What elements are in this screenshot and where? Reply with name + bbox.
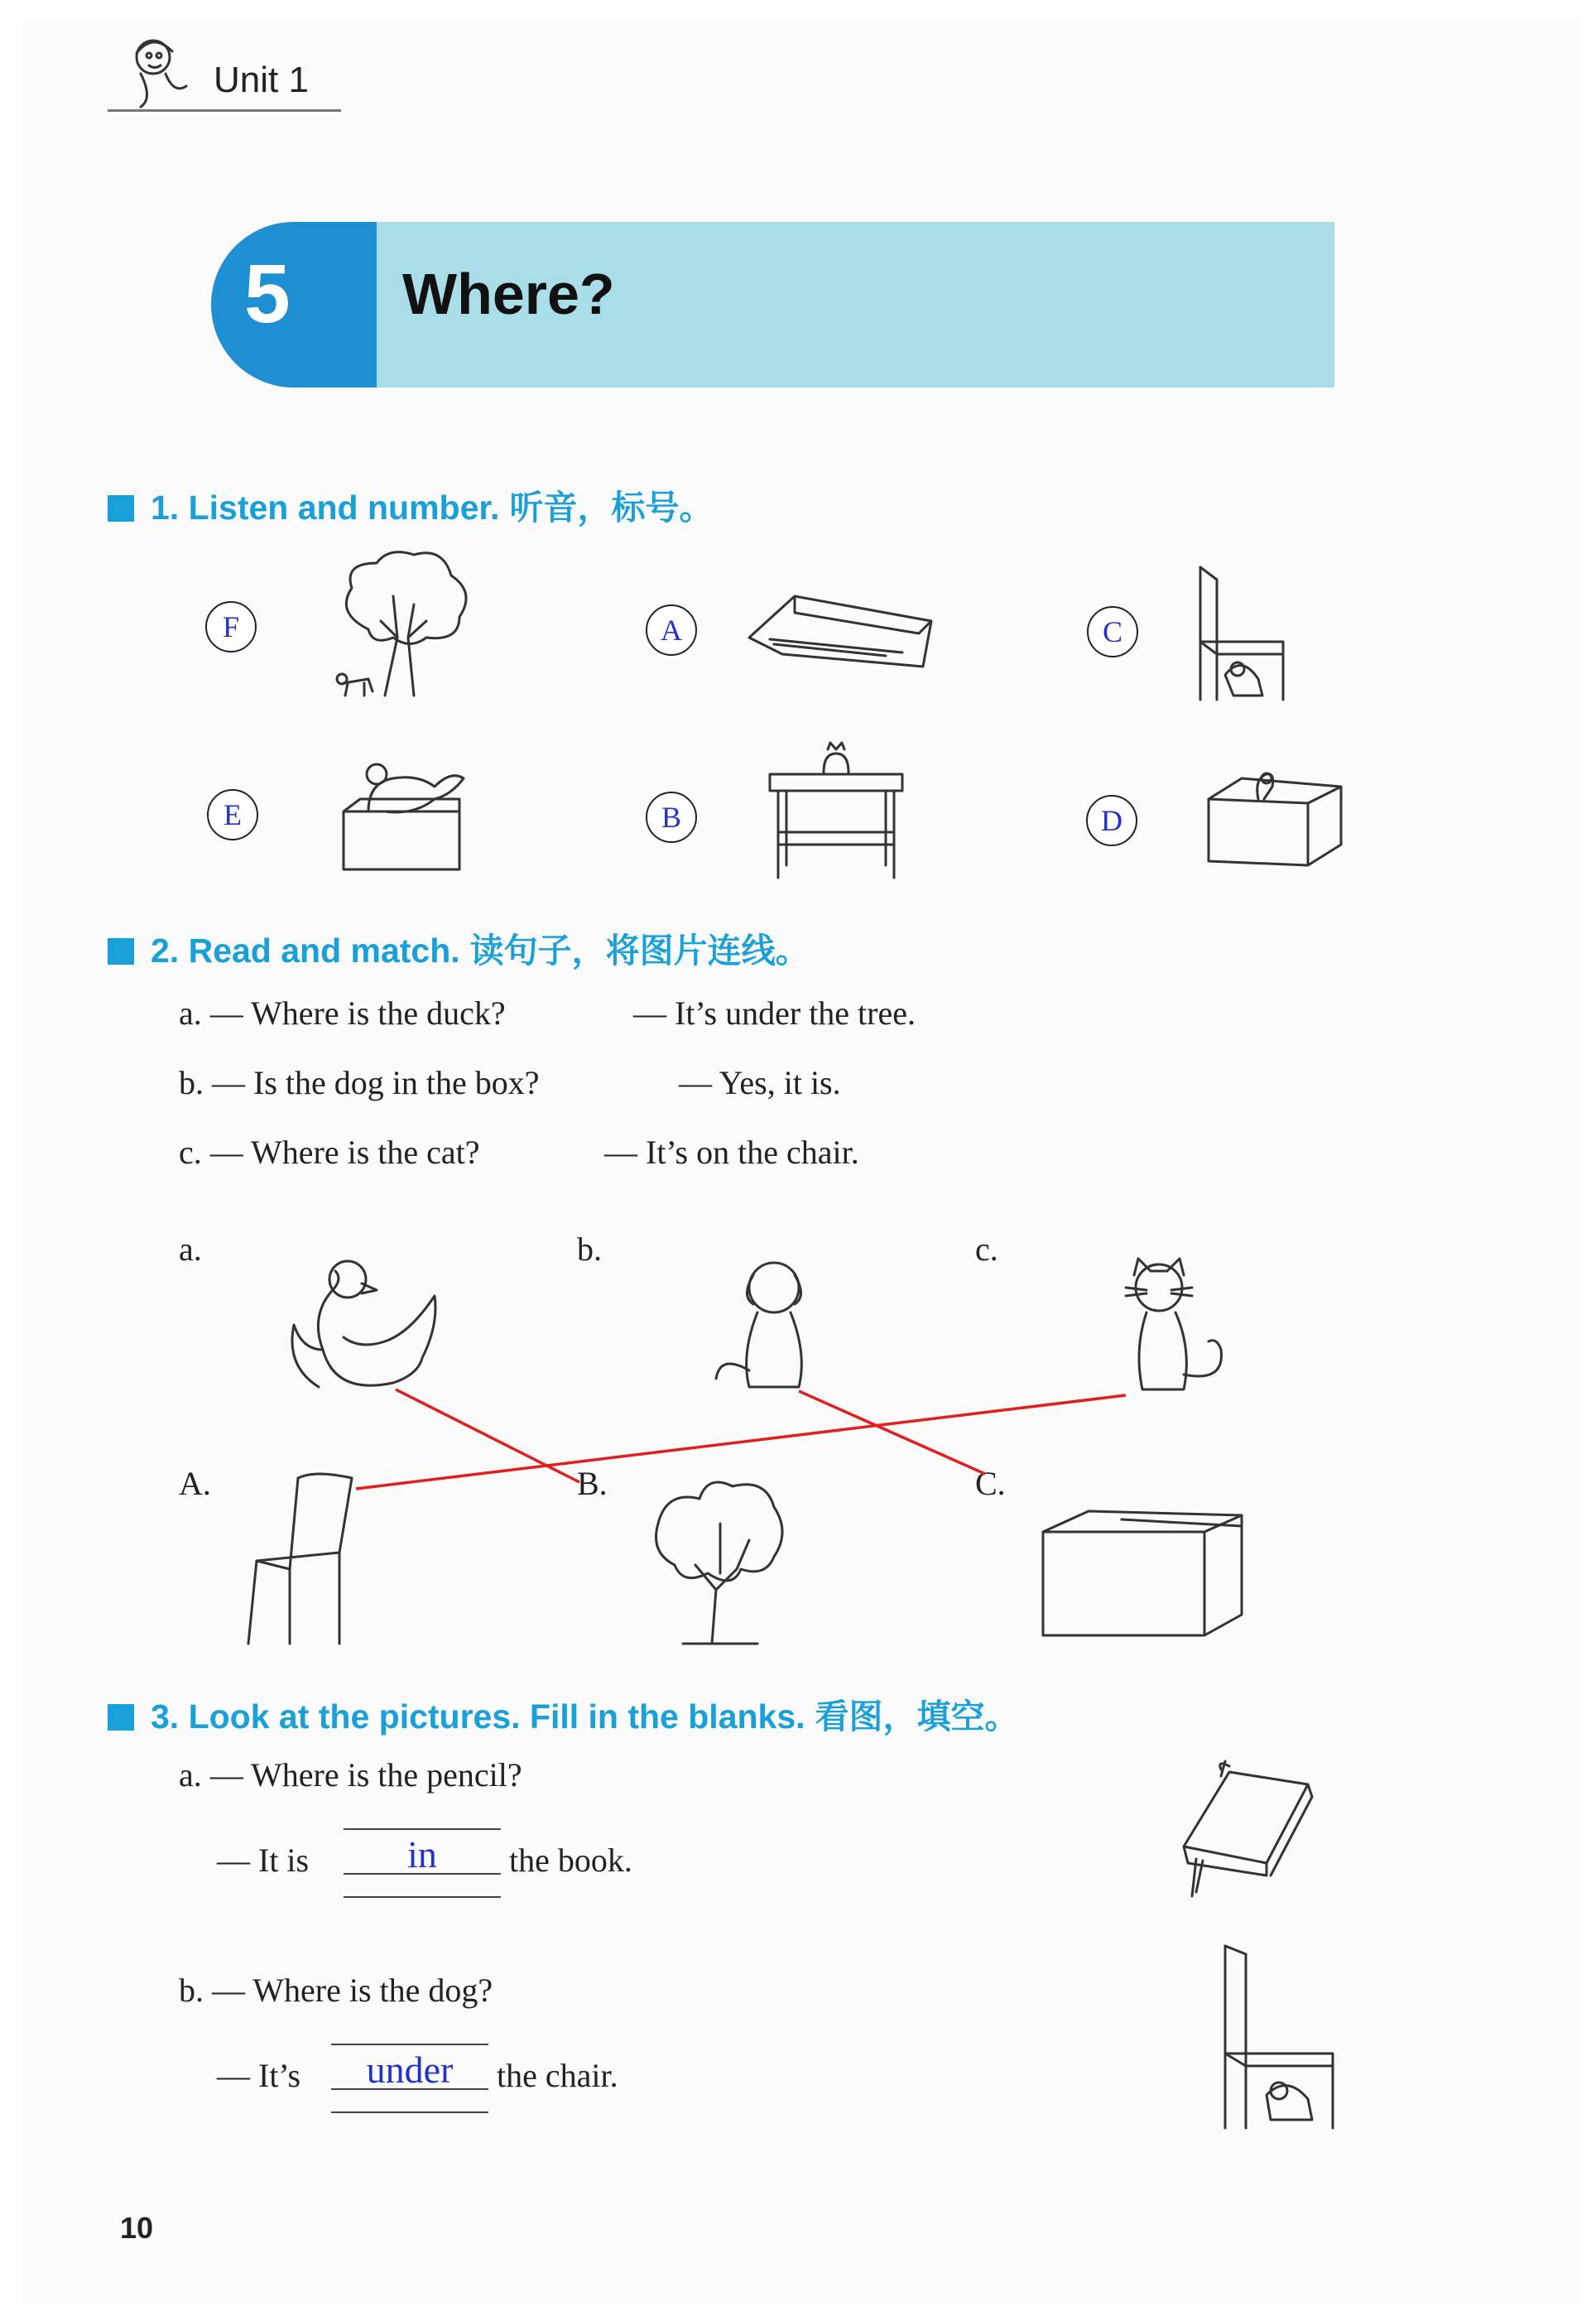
blank-b-prefix: — It’s [217, 2057, 301, 2094]
blank-a-suffix: the book. [509, 1842, 632, 1879]
picture-label-C: C. [975, 1465, 1006, 1502]
answer-rule-top [331, 2044, 488, 2045]
section2-title: 2. Read and match. [151, 932, 460, 970]
section3-heading [108, 1689, 1019, 1738]
answer-rule-bottom [331, 2111, 488, 2113]
answer-circle-4: E [207, 789, 258, 840]
book-with-pencil-icon [1180, 1760, 1312, 1900]
blank-a-prefix: — It is [217, 1842, 310, 1879]
picture-label-A: A. [179, 1465, 211, 1502]
sentence-a-answer: — It’s under the tree. [633, 994, 916, 1032]
picture-label-b: b. [577, 1230, 602, 1268]
match-line-duck-tree [396, 1389, 579, 1482]
page-number: 10 [120, 2211, 154, 2245]
lesson-title: Where? [402, 262, 615, 326]
sentence-b-answer: — Yes, it is. [679, 1064, 841, 1101]
blank-a-question: a. — Where is the pencil? [179, 1756, 522, 1794]
section3-title-zh: 看图，填空。 [815, 1697, 1019, 1736]
bullet-square-icon [108, 1704, 134, 1731]
answer-in: in [407, 1833, 437, 1875]
unit-label: Unit 1 [214, 60, 309, 100]
picture-label-a: a. [179, 1230, 202, 1268]
answer-rule-bottom [344, 1896, 501, 1898]
picture-label-c: c. [975, 1230, 998, 1268]
lesson-number: 5 [244, 248, 291, 340]
answer-circle-5: B [646, 792, 697, 843]
picture-label-B: B. [577, 1465, 608, 1502]
blank-b-question: b. — Where is the dog? [179, 1972, 493, 2009]
sentence-c-question: c. — Where is the cat? [179, 1134, 480, 1171]
section1-title: 1. Listen and number. [151, 489, 500, 527]
answer-rule-top [344, 1828, 501, 1830]
answer-under: under [366, 2049, 454, 2091]
sentence-c-answer: — It’s on the chair. [604, 1134, 859, 1171]
chair-with-dog-icon [1217, 1942, 1341, 2132]
section3-title: 3. Look at the pictures. Fill in the blanks. [151, 1697, 805, 1736]
section2-title-zh: 读句子，将图片连线。 [469, 931, 810, 970]
answer-circle-1: F [205, 601, 257, 652]
blank-b-suffix: the chair. [497, 2057, 618, 2094]
answer-circle-6: D [1086, 795, 1137, 846]
answer-circle-3: C [1087, 606, 1138, 657]
sentence-b-question: b. — Is the dog in the box? [179, 1064, 540, 1101]
sentence-a-question: a. — Where is the duck? [179, 994, 506, 1032]
section1-title-zh: 听音，标号。 [509, 488, 714, 527]
answer-circle-2: A [646, 604, 697, 656]
match-line-cat-chair [356, 1395, 1126, 1489]
